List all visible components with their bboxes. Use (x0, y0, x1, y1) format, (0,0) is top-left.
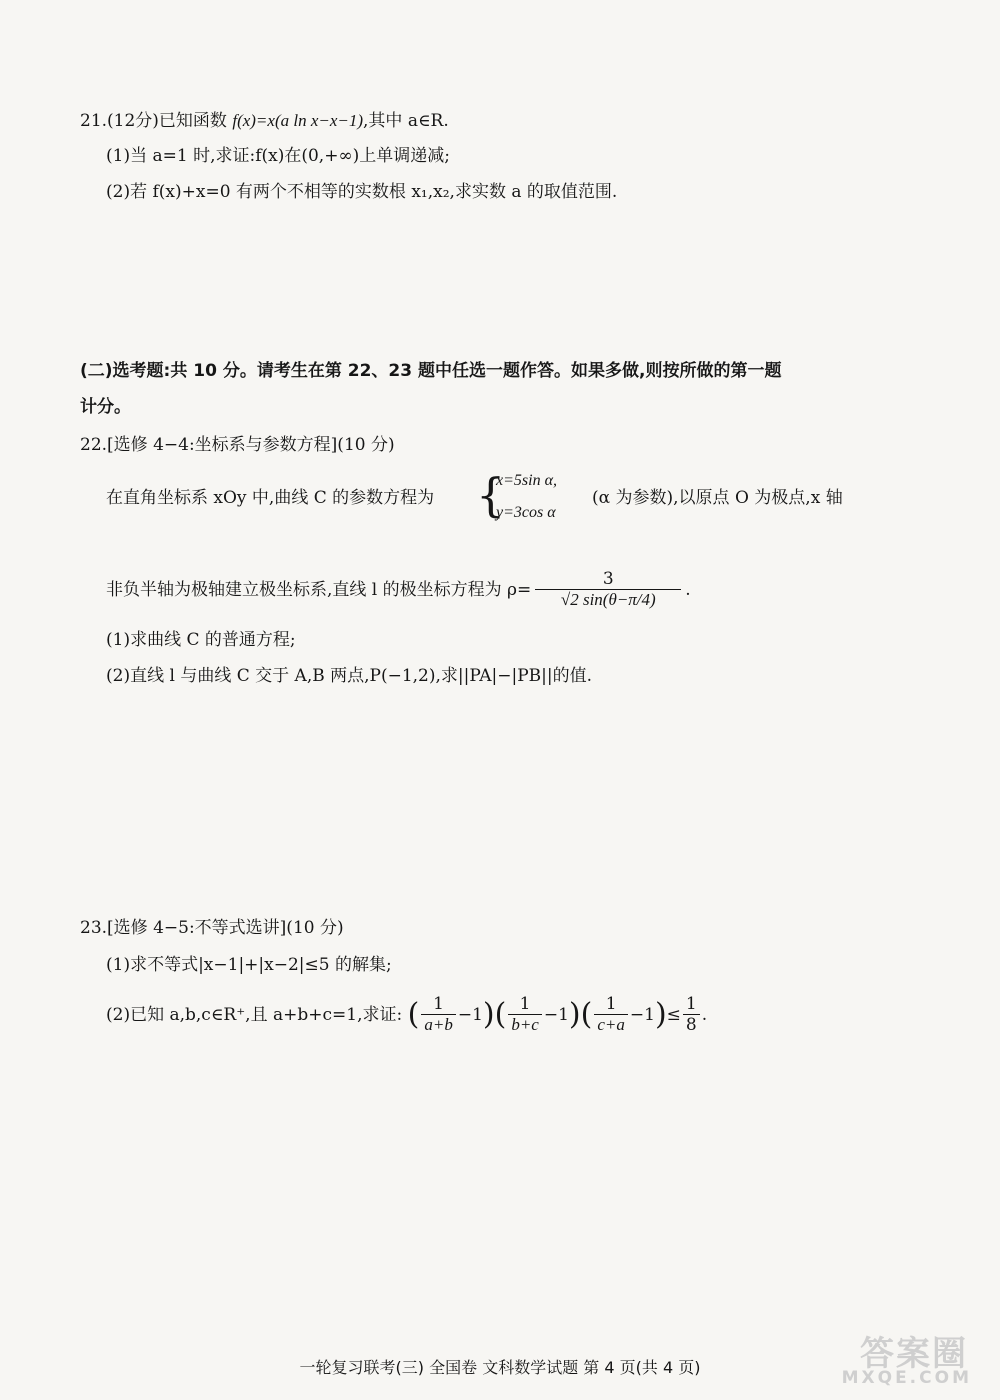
q23-rhs-den: 8 (683, 1014, 700, 1035)
q23-frac3-num: 1 (605, 994, 617, 1014)
q23-frac3 (594, 995, 628, 1035)
right-paren: ) (482, 997, 495, 1033)
q21-stem-prefix: 21.(12分)已知函数 (80, 111, 233, 131)
q23-minus1-b: −1 (543, 1004, 569, 1025)
right-paren: ) (654, 997, 667, 1033)
q23-frac2 (508, 995, 542, 1035)
q23-part2-text: (2)已知 a,b,c∈R⁺,且 a+b+c=1,求证: (106, 1004, 403, 1025)
section2-line1: (二)选考题:共 10 分。请考生在第 22、23 题中任选一题作答。如果多做,则按所做的第一题 (80, 361, 782, 381)
q23-frac3-den: c+a (594, 1014, 628, 1035)
left-paren: ( (407, 997, 420, 1033)
q21-part2: (2)若 f(x)+x=0 有两个不相等的实数根 x₁,x₂,求实数 a 的取值范围. (106, 182, 618, 202)
q21-part1: (1)当 a=1 时,求证:f(x)在(0,+∞)上单调递减; (106, 146, 450, 166)
q22-stem-a: 在直角坐标系 xOy 中,曲线 C 的参数方程为 (106, 488, 435, 508)
q22-part1: (1)求曲线 C 的普通方程; (106, 630, 296, 650)
q22-stem-c: 非负半轴为极轴建立极坐标系,直线 l 的极坐标方程为 ρ= (106, 579, 532, 600)
watermark-bottom: MXQE.COM (841, 1368, 972, 1388)
page-footer: 一轮复习联考(三) 全国卷 文科数学试题 第 4 页(共 4 页) (299, 1358, 701, 1377)
q23-frac2-num: 1 (519, 994, 531, 1014)
q22-frac-denominator: √2 sin(θ−π/4) (535, 589, 681, 610)
q22-stem-end: . (685, 579, 691, 600)
section2-line2: 计分。 (80, 397, 131, 417)
right-paren: ) (568, 997, 581, 1033)
eq-x: x=5sin α, (496, 472, 557, 489)
q22-parametric-system (476, 470, 596, 530)
q22-polar-fraction (533, 570, 683, 610)
eq-y: y=3cos α (496, 504, 556, 521)
q23-frac1-num: 1 (433, 994, 444, 1014)
watermark-top: 答案圈 (860, 1334, 968, 1374)
q23-minus1-c: −1 (629, 1004, 655, 1025)
q23-rhs-frac (683, 995, 700, 1035)
left-brace: { (476, 468, 506, 522)
q22-frac-numerator: 3 (602, 569, 614, 589)
q23-frac1 (421, 995, 455, 1035)
q23-leq: ≤ (666, 1004, 681, 1025)
q23-rhs-num: 1 (685, 994, 697, 1014)
q23-frac2-den: b+c (508, 1014, 542, 1035)
q22-stem-b: (α 为参数),以原点 O 为极点,x 轴 (592, 488, 843, 508)
q23-frac1-den: a+b (421, 1014, 455, 1035)
q23-title: 23.[选修 4−5:不等式选讲](10 分) (80, 918, 344, 938)
left-paren: ( (580, 997, 593, 1033)
q23-end: . (701, 1004, 708, 1025)
q21-stem (80, 112, 449, 130)
q22-part2: (2)直线 l 与曲线 C 交于 A,B 两点,P(−1,2),求||PA|−|PB||的值. (106, 666, 593, 686)
watermark-logo (788, 1326, 978, 1388)
left-paren: ( (494, 997, 507, 1033)
q22-stem-c-row (106, 570, 691, 610)
q23-part2-row (106, 995, 707, 1035)
q21-function: f(x)=x(a ln x−x−1) (232, 111, 364, 130)
q23-part1: (1)求不等式|x−1|+|x−2|≤5 的解集; (106, 955, 392, 975)
q21-stem-suffix: ,其中 a∈R. (363, 111, 449, 131)
q22-title: 22.[选修 4−4:坐标系与参数方程](10 分) (80, 435, 395, 455)
q23-minus1-a: −1 (457, 1004, 483, 1025)
